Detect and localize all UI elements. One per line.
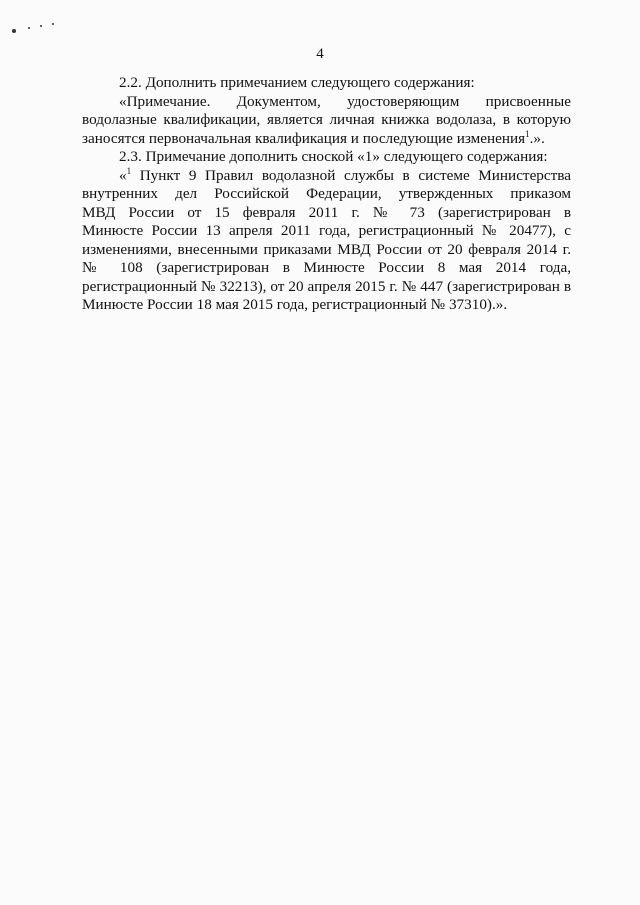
footnote-line: МВД России от 15 февраля 2011 г. № 73 (зарегистрирован в	[82, 203, 571, 221]
document-body	[82, 74, 571, 315]
paragraph-footnote-text	[82, 167, 571, 315]
footnote-line: регистрационный № 32213), от 20 апреля 2015 г. № 447 (зарегистрирован в	[82, 277, 571, 295]
footnote-line: Минюсте России 13 апреля 2011 года, регистрационный № 20477), с	[82, 222, 571, 239]
note-line: заносятся первоначальная квалификация и последующие изменения$^1$.».	[82, 128, 545, 147]
page-number: 4	[316, 46, 324, 62]
footnote-line: «$^1$ Пункт 9 Правил водолазной службы в системе Министерства	[119, 165, 571, 184]
note-line: «Примечание. Документом, удостоверяющим присвоенные	[119, 92, 571, 110]
footnote-line: Минюсте России 18 мая 2015 года, регистрационный № 37310).».	[82, 296, 508, 313]
paragraph-2-2-heading: 2.2. Дополнить примечанием следующего содержания:	[119, 74, 475, 91]
footnote-marker: 1	[525, 128, 530, 139]
footnote-marker: 1	[126, 165, 132, 176]
scan-artifact	[12, 22, 62, 36]
footnote-line: изменениями, внесенными приказами МВД России от 20 февраля 2014 г.	[82, 240, 571, 258]
paragraph-2-3-heading: 2.3. Примечание дополнить сноской «1» следующего содержания:	[119, 148, 548, 165]
footnote-line: № 108 (зарегистрирован в Минюсте России 8 мая 2014 года,	[82, 259, 571, 276]
note-line: водолазные квалификации, является личная книжка водолаза, в которую	[82, 111, 571, 128]
paragraph-note	[82, 93, 571, 149]
footnote-line: внутренних дел Российской Федерации, утвержденных приказом	[82, 185, 571, 202]
